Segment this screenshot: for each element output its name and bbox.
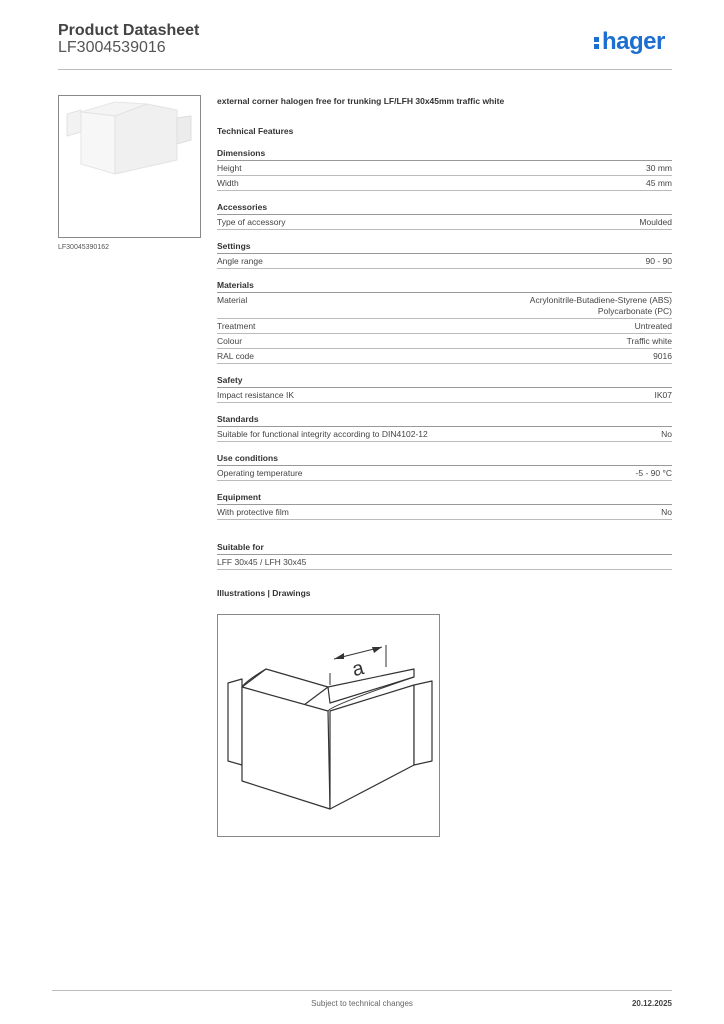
spec-value: Moulded: [639, 217, 672, 227]
section-title: Use conditions: [217, 453, 672, 466]
spec-row: [217, 427, 672, 442]
spec-value: 30 mm: [646, 163, 672, 173]
spec-value: 90 - 90: [645, 256, 672, 266]
technical-drawing: [217, 614, 440, 837]
spec-value: 9016: [653, 351, 672, 361]
footer-note: Subject to technical changes: [311, 999, 413, 1008]
product-code: LF3004539016: [58, 39, 166, 56]
spec-value: Untreated: [634, 321, 672, 331]
technical-content: [217, 92, 672, 598]
section-dimensions: [217, 148, 672, 191]
spec-row: [217, 293, 672, 319]
section-settings: [217, 241, 672, 269]
section-title: Dimensions: [217, 148, 672, 161]
technical-features-heading: Technical Features: [217, 126, 294, 136]
spec-row: [217, 349, 672, 364]
illustrations-heading: Illustrations | Drawings: [217, 588, 311, 598]
brand-logo: [594, 28, 665, 56]
corner-drawing-icon: [218, 615, 439, 836]
spec-value: Traffic white: [626, 336, 672, 346]
spec-row: [217, 466, 672, 481]
footer-divider: [52, 990, 672, 991]
spec-label: Suitable for functional integrity according to DIN4102-12: [217, 429, 428, 439]
section-title: Suitable for: [217, 542, 672, 555]
spec-value: No: [661, 507, 672, 517]
section-title: Standards: [217, 414, 672, 427]
section-materials: [217, 280, 672, 364]
spec-value: [530, 295, 672, 317]
product-description: external corner halogen free for trunking LF/LFH 30x45mm traffic white: [217, 96, 505, 106]
spec-value-line: Polycarbonate (PC): [597, 306, 672, 316]
section-title: Safety: [217, 375, 672, 388]
spec-value-line: Acrylonitrile-Butadiene-Styrene (ABS): [529, 295, 672, 305]
spec-label: Angle range: [217, 256, 263, 266]
drawing-dimension-label: a: [350, 657, 367, 682]
spec-row: [217, 215, 672, 230]
product-photo: [58, 95, 201, 238]
spec-label: Treatment: [217, 321, 256, 331]
spec-row: [217, 388, 672, 403]
section-suitable-for: [217, 542, 672, 570]
spec-value: -5 - 90 °C: [635, 468, 672, 478]
logo-text: hager: [602, 28, 665, 55]
spec-label: Type of accessory: [217, 217, 286, 227]
spec-label: Operating temperature: [217, 468, 303, 478]
header-divider: [58, 69, 672, 70]
spec-row: [217, 161, 672, 176]
section-standards: [217, 414, 672, 442]
spec-label: Height: [217, 163, 242, 173]
spec-row: [217, 319, 672, 334]
spec-value: IK07: [654, 390, 672, 400]
spec-value: 45 mm: [646, 178, 672, 188]
spec-label: LFF 30x45 / LFH 30x45: [217, 557, 307, 567]
spec-label: Material: [217, 295, 248, 305]
section-title: Materials: [217, 280, 672, 293]
footer-date: 20.12.2025: [631, 999, 672, 1008]
spec-row: [217, 555, 672, 570]
section-accessories: [217, 202, 672, 230]
spec-value: No: [661, 429, 672, 439]
spec-label: With protective film: [217, 507, 289, 517]
logo-dots-icon: [594, 35, 600, 51]
page-title: Product Datasheet: [58, 22, 200, 39]
spec-label: Impact resistance IK: [217, 390, 295, 400]
spec-row: [217, 254, 672, 269]
section-title: Equipment: [217, 492, 672, 505]
section-safety: [217, 375, 672, 403]
spec-row: [217, 334, 672, 349]
section-title: Settings: [217, 241, 672, 254]
section-title: Accessories: [217, 202, 672, 215]
spec-row: [217, 505, 672, 520]
product-photo-icon: [59, 96, 200, 237]
section-equipment: [217, 492, 672, 520]
spec-row: [217, 176, 672, 191]
spec-label: Colour: [217, 336, 243, 346]
spec-label: Width: [217, 178, 239, 188]
section-use-conditions: [217, 453, 672, 481]
spec-label: RAL code: [217, 351, 255, 361]
photo-caption: LF30045390162: [58, 244, 109, 251]
